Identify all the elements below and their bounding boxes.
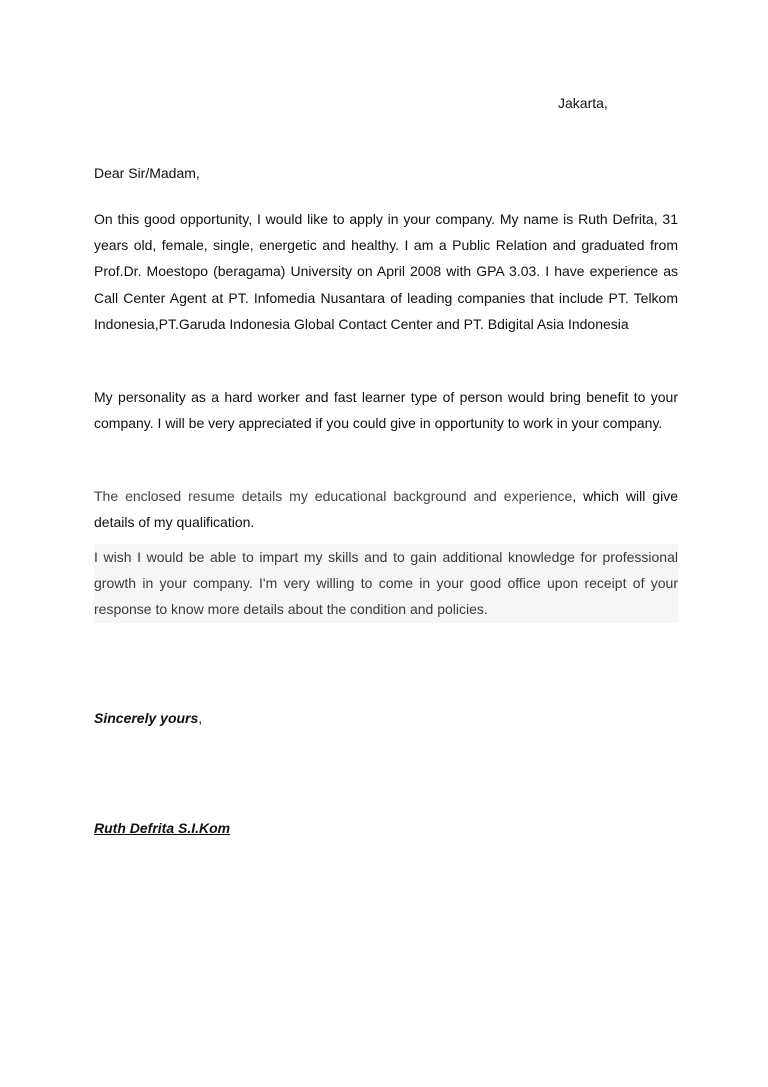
letter-place: Jakarta, — [558, 95, 608, 111]
paragraph-introduction: On this good opportunity, I would like to apply in your company. My name is Ruth Defrita, 31 years old, female, single, energetic and healthy. I am a Public Relation and graduated from Prof.Dr. Moestopo (beragama) University on April 2008 with GPA 3.03. I have experience as Call Center Agent at PT. Infomedia Nusantara of leading companies that include PT. Telkom Indonesia,PT.Garuda Indonesia Global Contact Center and PT. Bdigital Asia Indonesia — [94, 211, 678, 332]
signature-name: Ruth Defrita S.I.Kom — [94, 820, 231, 836]
paragraph-personality: My personality as a hard worker and fast learner type of person would bring benefit to your company. I will be very appreciated if you could give in opportunity to work in your company. — [94, 389, 678, 432]
letter-closing — [94, 710, 202, 726]
paragraph-resume-part1: The enclosed resume details my educational background and experience — [94, 488, 573, 504]
closing-phrase: Sincerely yours — [94, 710, 199, 726]
paragraph-resume-part2: , which will give details of my qualification. — [94, 488, 678, 531]
closing-comma: , — [198, 710, 203, 726]
paragraph-growth: I wish I would be able to impart my skills and to gain additional knowledge for professional growth in your company. I'm very willing to come in your good office upon receipt of your response to know more details about the condition and policies. — [94, 544, 678, 623]
letter-salutation: Dear Sir/Madam, — [94, 165, 200, 181]
paragraph-resume — [94, 483, 678, 535]
